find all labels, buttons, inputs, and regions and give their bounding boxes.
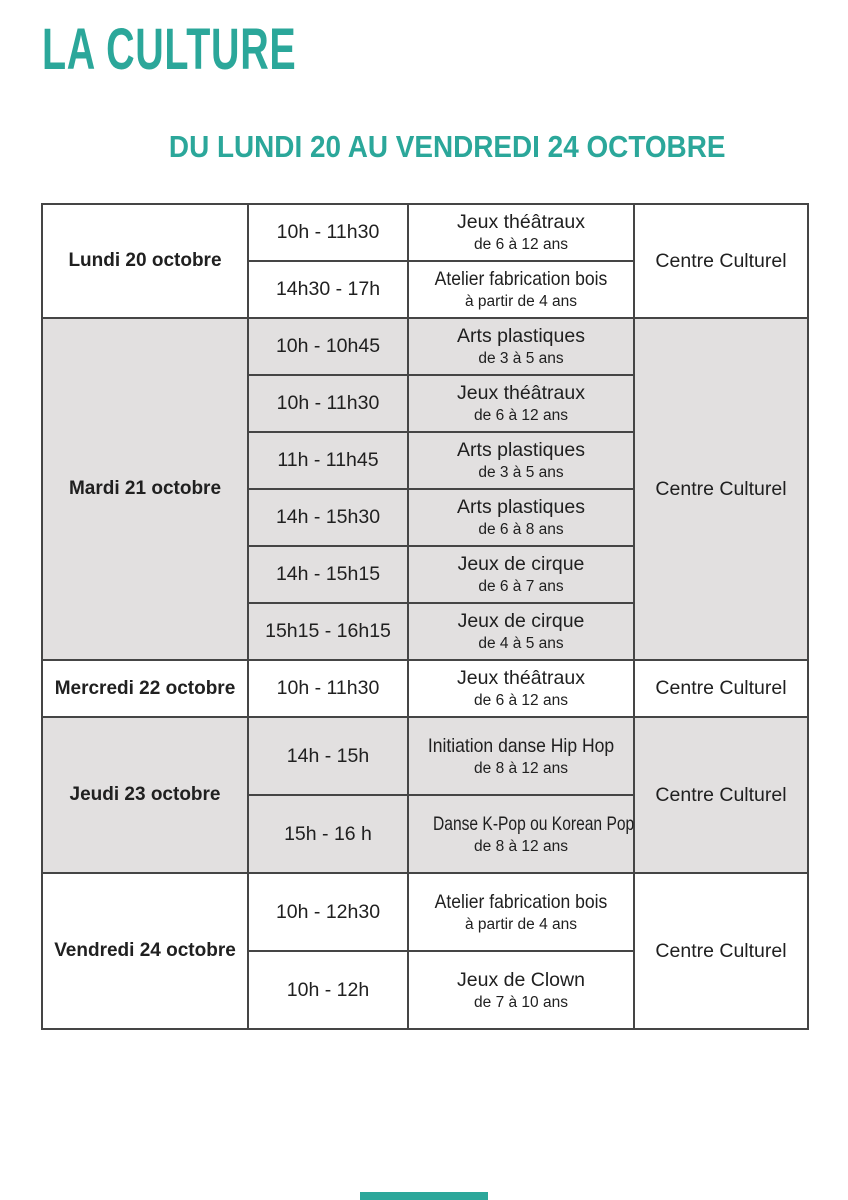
schedule-row: [42, 873, 808, 951]
activity-cell: [408, 204, 634, 261]
activity-cell: [408, 951, 634, 1029]
location-cell: Centre Culturel: [634, 717, 808, 873]
activity-cell: [408, 318, 634, 375]
activity-cell: [408, 432, 634, 489]
activity-ages: de 6 à 12 ans: [474, 407, 568, 425]
activity-ages: de 6 à 12 ans: [474, 692, 568, 710]
activity-cell: [408, 261, 634, 318]
schedule-table: [41, 203, 809, 1030]
activity-cell: [408, 660, 634, 717]
day-cell: Mercredi 22 octobre: [42, 660, 248, 717]
schedule-table-body: [42, 204, 808, 1029]
activity-name: Initiation danse Hip Hop: [427, 734, 615, 757]
schedule-row: [42, 717, 808, 795]
time-cell: 14h30 - 17h: [248, 261, 408, 318]
location-cell: Centre Culturel: [634, 204, 808, 318]
activity-name: Arts plastiques: [457, 496, 585, 519]
activity-name: Jeux théâtraux: [457, 382, 585, 405]
activity-cell: [408, 717, 634, 795]
activity-name: Jeux de cirque: [457, 553, 585, 576]
date-range-subtitle: DU LUNDI 20 AU VENDREDI 24 OCTOBRE: [168, 129, 726, 164]
schedule-row: [42, 318, 808, 375]
activity-name: Jeux théâtraux: [457, 211, 585, 234]
activity-name: Arts plastiques: [457, 439, 585, 462]
activity-name: Atelier fabrication bois: [434, 268, 608, 291]
activity-cell: [408, 546, 634, 603]
activity-ages: de 6 à 12 ans: [474, 236, 568, 254]
location-cell: Centre Culturel: [634, 660, 808, 717]
schedule-row: [42, 660, 808, 717]
activity-name: Danse K-Pop ou Korean Pop: [433, 812, 635, 835]
activity-ages: à partir de 4 ans: [464, 293, 577, 311]
activity-name: Jeux de Clown: [457, 968, 585, 991]
time-cell: 10h - 10h45: [248, 318, 408, 375]
time-cell: 10h - 12h: [248, 951, 408, 1029]
subtitle-container: [0, 129, 848, 165]
location-cell: Centre Culturel: [634, 873, 808, 1029]
activity-name: Arts plastiques: [457, 325, 585, 348]
activity-name: Jeux de cirque: [457, 610, 585, 633]
time-cell: 15h15 - 16h15: [248, 603, 408, 660]
day-cell: Lundi 20 octobre: [42, 204, 248, 318]
activity-name: Atelier fabrication bois: [434, 890, 608, 913]
activity-ages: de 3 à 5 ans: [478, 464, 564, 482]
activity-cell: [408, 603, 634, 660]
time-cell: 10h - 12h30: [248, 873, 408, 951]
activity-cell: [408, 873, 634, 951]
activity-ages: de 8 à 12 ans: [474, 837, 568, 855]
activity-ages: de 7 à 10 ans: [474, 993, 568, 1011]
location-cell: Centre Culturel: [634, 318, 808, 660]
time-cell: 10h - 11h30: [248, 375, 408, 432]
activity-name: Jeux théâtraux: [457, 667, 585, 690]
day-cell: Mardi 21 octobre: [42, 318, 248, 660]
activity-ages: de 3 à 5 ans: [478, 350, 564, 368]
day-cell: Jeudi 23 octobre: [42, 717, 248, 873]
page-title: LA CULTURE: [42, 17, 297, 82]
activity-cell: [408, 795, 634, 873]
activity-ages: de 6 à 7 ans: [478, 578, 564, 596]
time-cell: 14h - 15h30: [248, 489, 408, 546]
activity-ages: de 4 à 5 ans: [478, 635, 564, 653]
time-cell: 11h - 11h45: [248, 432, 408, 489]
time-cell: 10h - 11h30: [248, 660, 408, 717]
time-cell: 14h - 15h: [248, 717, 408, 795]
day-cell: Vendredi 24 octobre: [42, 873, 248, 1029]
footer-accent-bar: [360, 1192, 488, 1200]
activity-ages: à partir de 4 ans: [464, 915, 577, 933]
time-cell: 15h - 16 h: [248, 795, 408, 873]
activity-cell: [408, 375, 634, 432]
activity-ages: de 6 à 8 ans: [478, 521, 564, 539]
time-cell: 10h - 11h30: [248, 204, 408, 261]
activity-cell: [408, 489, 634, 546]
activity-ages: de 8 à 12 ans: [474, 759, 568, 777]
time-cell: 14h - 15h15: [248, 546, 408, 603]
schedule-row: [42, 204, 808, 261]
